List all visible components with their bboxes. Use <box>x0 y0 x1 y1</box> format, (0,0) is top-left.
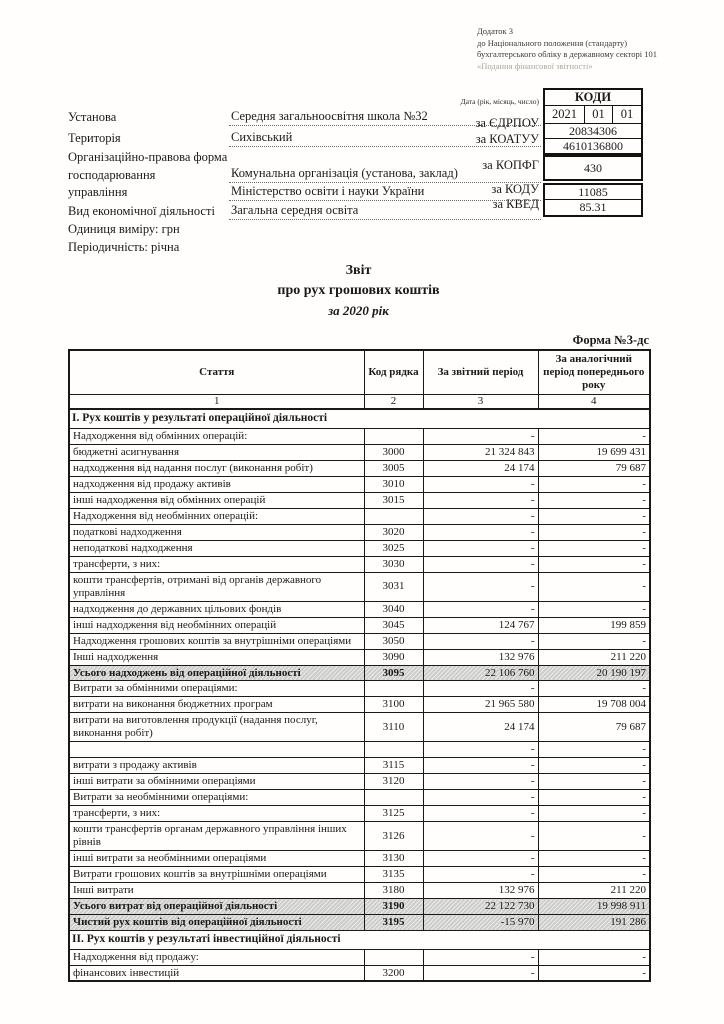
row-code-cell: 3135 <box>364 867 423 883</box>
article-cell: витрати на виготовлення продукції (надання послуг, виконання робіт) <box>69 713 364 742</box>
article-cell: Усього надходжень від операційної діяльності <box>69 665 364 681</box>
row-code-cell: 3010 <box>364 476 423 492</box>
codes-date-label: Дата (рік, місяць, число) <box>460 97 539 106</box>
previous-period-cell: 19 998 911 <box>538 899 650 915</box>
article-cell: Чистий рух коштів від операційної діяльності <box>69 915 364 931</box>
report-period: за 2020 рік <box>328 303 389 318</box>
appendix-line: «Подання фінансової звітності» <box>477 60 593 71</box>
current-period-cell: -15 970 <box>423 915 538 931</box>
article-cell: Інші витрати <box>69 883 364 899</box>
previous-period-cell: 79 687 <box>538 460 650 476</box>
code-value-kopfg: 430 <box>584 161 602 175</box>
previous-period-cell: - <box>538 572 650 601</box>
main-table <box>68 349 651 982</box>
col-number-4: 4 <box>538 394 650 409</box>
org-value-activity: Загальна середня освіта <box>229 203 541 220</box>
org-label-legal-form: Організаційно-правова форма господарювання <box>68 150 228 182</box>
current-period-cell: - <box>423 965 538 981</box>
current-period-cell: 22 122 730 <box>423 899 538 915</box>
current-period-cell: - <box>423 508 538 524</box>
row-code-cell: 3015 <box>364 492 423 508</box>
table-row <box>69 556 650 572</box>
row-code-cell <box>364 508 423 524</box>
code-value-koatuu: 4610136800 <box>545 138 641 153</box>
table-row <box>69 713 650 742</box>
previous-period-cell: 19 699 431 <box>538 444 650 460</box>
article-cell: трансферти, з них: <box>69 556 364 572</box>
current-period-cell: 24 174 <box>423 460 538 476</box>
column-numbers-row <box>69 394 650 409</box>
code-label-edrpou: за ЄДРПОУ <box>475 116 539 130</box>
current-period-cell: - <box>423 742 538 758</box>
article-cell: трансферти, з них: <box>69 806 364 822</box>
previous-period-cell: - <box>538 758 650 774</box>
table-row <box>69 949 650 965</box>
col-number-1: 1 <box>69 394 364 409</box>
row-code-cell: 3005 <box>364 460 423 476</box>
col-header-row-code: Код рядка <box>364 350 423 394</box>
row-code-cell: 3020 <box>364 524 423 540</box>
row-code-cell: 3030 <box>364 556 423 572</box>
row-code-cell: 3100 <box>364 697 423 713</box>
section-header-row <box>69 409 650 428</box>
table-row <box>69 633 650 649</box>
col-header-previous-period: За аналогічний період попереднього року <box>538 350 650 394</box>
org-label-institution: Установа <box>68 110 117 124</box>
col-header-current-period: За звітний період <box>423 350 538 394</box>
code-label-koatuu: за КОАТУУ <box>475 132 539 146</box>
org-value-legal-form: Комунальна організація (установа, заклад) <box>229 166 541 183</box>
article-cell: Витрати за обмінними операціями: <box>69 681 364 697</box>
table-row <box>69 915 650 931</box>
current-period-cell: - <box>423 851 538 867</box>
table-row <box>69 476 650 492</box>
previous-period-cell: 211 220 <box>538 649 650 665</box>
table-row <box>69 822 650 851</box>
table-row <box>69 899 650 915</box>
previous-period-cell: - <box>538 601 650 617</box>
table-header-row <box>69 350 650 394</box>
article-cell: Надходження від обмінних операцій: <box>69 428 364 444</box>
table-row <box>69 697 650 713</box>
article-cell: витрати з продажу активів <box>69 758 364 774</box>
table-row <box>69 681 650 697</box>
article-cell: витрати на виконання бюджетних програм <box>69 697 364 713</box>
row-code-cell: 3045 <box>364 617 423 633</box>
current-period-cell: - <box>423 949 538 965</box>
col-number-3: 3 <box>423 394 538 409</box>
row-code-cell: 3126 <box>364 822 423 851</box>
table-row <box>69 492 650 508</box>
current-period-cell: - <box>423 867 538 883</box>
previous-period-cell: - <box>538 556 650 572</box>
table-row <box>69 617 650 633</box>
row-code-cell: 3115 <box>364 758 423 774</box>
previous-period-cell: 191 286 <box>538 915 650 931</box>
article-cell: Витрати грошових коштів за внутрішніми операціями <box>69 867 364 883</box>
table-row <box>69 851 650 867</box>
date-cell-day: 01 <box>620 107 634 121</box>
previous-period-cell: - <box>538 508 650 524</box>
previous-period-cell: - <box>538 633 650 649</box>
row-code-cell: 3095 <box>364 665 423 681</box>
org-periodicity: Періодичність: річна <box>68 240 180 254</box>
row-code-cell: 3031 <box>364 572 423 601</box>
current-period-cell: - <box>423 428 538 444</box>
row-code-cell: 3110 <box>364 713 423 742</box>
current-period-cell: - <box>423 822 538 851</box>
row-code-cell <box>364 428 423 444</box>
org-label-management: управління <box>68 185 128 199</box>
article-cell: Витрати за необмінними операціями: <box>69 790 364 806</box>
table-row <box>69 444 650 460</box>
article-cell: кошти трансфертів, отримані від органів державного управління <box>69 572 364 601</box>
report-title-line1: Звіт <box>345 263 372 278</box>
table-row <box>69 965 650 981</box>
article-cell: бюджетні асигнування <box>69 444 364 460</box>
current-period-cell: - <box>423 758 538 774</box>
table-row <box>69 867 650 883</box>
article-cell <box>69 742 364 758</box>
previous-period-cell: - <box>538 867 650 883</box>
previous-period-cell: - <box>538 965 650 981</box>
report-title <box>68 263 649 319</box>
current-period-cell: 132 976 <box>423 649 538 665</box>
row-code-cell: 3090 <box>364 649 423 665</box>
appendix-note <box>477 26 722 72</box>
article-cell: Інші надходження <box>69 649 364 665</box>
col-number-2: 2 <box>364 394 423 409</box>
row-code-cell: 3000 <box>364 444 423 460</box>
article-cell: Надходження грошових коштів за внутрішніми операціями <box>69 633 364 649</box>
current-period-cell: 22 106 760 <box>423 665 538 681</box>
current-period-cell: 24 174 <box>423 713 538 742</box>
current-period-cell: - <box>423 806 538 822</box>
codes-title: КОДИ <box>545 90 641 106</box>
previous-period-cell: - <box>538 806 650 822</box>
row-code-cell: 3050 <box>364 633 423 649</box>
table-row <box>69 572 650 601</box>
previous-period-cell: - <box>538 851 650 867</box>
previous-period-cell: - <box>538 524 650 540</box>
table-row <box>69 524 650 540</box>
appendix-line: Додаток 3 <box>477 26 514 36</box>
org-label-territory: Територія <box>68 131 121 145</box>
current-period-cell: - <box>423 790 538 806</box>
row-code-cell: 3120 <box>364 774 423 790</box>
table-row <box>69 806 650 822</box>
current-period-cell: - <box>423 524 538 540</box>
code-value-edrpou: 20834306 <box>569 124 617 138</box>
article-cell: надходження від продажу активів <box>69 476 364 492</box>
previous-period-cell: - <box>538 822 650 851</box>
current-period-cell: 21 324 843 <box>423 444 538 460</box>
previous-period-cell: - <box>538 681 650 697</box>
row-code-cell: 3190 <box>364 899 423 915</box>
article-cell: інші витрати за необмінними операціями <box>69 851 364 867</box>
table-row <box>69 742 650 758</box>
previous-period-cell: - <box>538 742 650 758</box>
previous-period-cell: 199 859 <box>538 617 650 633</box>
article-cell: надходження від надання послуг (виконання робіт) <box>69 460 364 476</box>
article-cell: інші надходження від обмінних операцій <box>69 492 364 508</box>
org-unit-of-measure: Одиниця виміру: грн <box>68 222 180 236</box>
report-title-line2: про рух грошових коштів <box>277 283 440 298</box>
codes-date-row <box>545 106 641 124</box>
current-period-cell: - <box>423 601 538 617</box>
previous-period-cell: - <box>538 492 650 508</box>
previous-period-cell: 20 190 197 <box>538 665 650 681</box>
current-period-cell: - <box>423 540 538 556</box>
table-row <box>69 540 650 556</box>
current-period-cell: - <box>423 633 538 649</box>
article-cell: неподаткові надходження <box>69 540 364 556</box>
current-period-cell: 124 767 <box>423 617 538 633</box>
org-value-institution: Середня загальноосвітня школа №32 <box>229 109 541 126</box>
table-row <box>69 460 650 476</box>
org-value-territory: Сихівський <box>229 130 541 147</box>
appendix-line: до Національного положення (стандарту) <box>477 37 628 48</box>
article-cell: інші витрати за обмінними операціями <box>69 774 364 790</box>
table-row <box>69 649 650 665</box>
section-title: I. Рух коштів у результаті операційної діяльності <box>69 409 650 428</box>
date-cell-year: 2021 <box>545 106 585 123</box>
previous-period-cell: - <box>538 540 650 556</box>
table-row <box>69 758 650 774</box>
appendix-line: бухгалтерського обліку в державному секторі 101 <box>477 49 657 59</box>
code-label-kodu: за КОДУ <box>491 182 539 196</box>
table-row <box>69 428 650 444</box>
codes-kodu-kved-box <box>543 183 643 217</box>
current-period-cell: - <box>423 681 538 697</box>
table-row <box>69 665 650 681</box>
current-period-cell: - <box>423 572 538 601</box>
previous-period-cell: - <box>538 949 650 965</box>
main-table-body <box>69 409 650 981</box>
previous-period-cell: 19 708 004 <box>538 697 650 713</box>
row-code-cell: 3040 <box>364 601 423 617</box>
current-period-cell: 132 976 <box>423 883 538 899</box>
previous-period-cell: 79 687 <box>538 713 650 742</box>
row-code-cell <box>364 790 423 806</box>
previous-period-cell: 211 220 <box>538 883 650 899</box>
row-code-cell: 3025 <box>364 540 423 556</box>
current-period-cell: 21 965 580 <box>423 697 538 713</box>
codes-table <box>543 88 643 155</box>
table-row <box>69 508 650 524</box>
table-row <box>69 883 650 899</box>
article-cell: Усього витрат від операційної діяльності <box>69 899 364 915</box>
current-period-cell: - <box>423 492 538 508</box>
previous-period-cell: - <box>538 774 650 790</box>
current-period-cell: - <box>423 476 538 492</box>
article-cell: кошти трансфертів органам державного управління інших рівнів <box>69 822 364 851</box>
form-number: Форма №3-дс <box>572 333 649 347</box>
table-row <box>69 790 650 806</box>
table-row <box>69 601 650 617</box>
row-code-cell: 3200 <box>364 965 423 981</box>
row-code-cell: 3130 <box>364 851 423 867</box>
date-cell-month: 01 <box>585 106 613 123</box>
current-period-cell: - <box>423 774 538 790</box>
article-cell: інші надходження від необмінних операцій <box>69 617 364 633</box>
article-cell: Надходження від продажу: <box>69 949 364 965</box>
table-row <box>69 774 650 790</box>
code-label-kved: за КВЕД <box>492 197 539 211</box>
code-label-kopfg: за КОПФГ <box>482 158 539 172</box>
row-code-cell <box>364 681 423 697</box>
col-header-article: Стаття <box>69 350 364 394</box>
org-label-activity: Вид економічної діяльності <box>68 204 215 218</box>
row-code-cell: 3180 <box>364 883 423 899</box>
article-cell: податкові надходження <box>69 524 364 540</box>
org-value-management: Міністерство освіти і науки України <box>229 184 541 201</box>
code-value-kodu: 11085 <box>578 185 608 199</box>
row-code-cell <box>364 949 423 965</box>
row-code-cell: 3195 <box>364 915 423 931</box>
article-cell: надходження до державних цільових фондів <box>69 601 364 617</box>
previous-period-cell: - <box>538 428 650 444</box>
code-value-kved: 85.31 <box>545 199 641 215</box>
codes-kopfg-box <box>543 155 643 181</box>
section-header-row <box>69 930 650 949</box>
row-code-cell <box>364 742 423 758</box>
article-cell: фінансових інвестицій <box>69 965 364 981</box>
row-code-cell: 3125 <box>364 806 423 822</box>
previous-period-cell: - <box>538 790 650 806</box>
current-period-cell: - <box>423 556 538 572</box>
previous-period-cell: - <box>538 476 650 492</box>
section-title: II. Рух коштів у результаті інвестиційної діяльності <box>69 930 650 949</box>
article-cell: Надходження від необмінних операцій: <box>69 508 364 524</box>
